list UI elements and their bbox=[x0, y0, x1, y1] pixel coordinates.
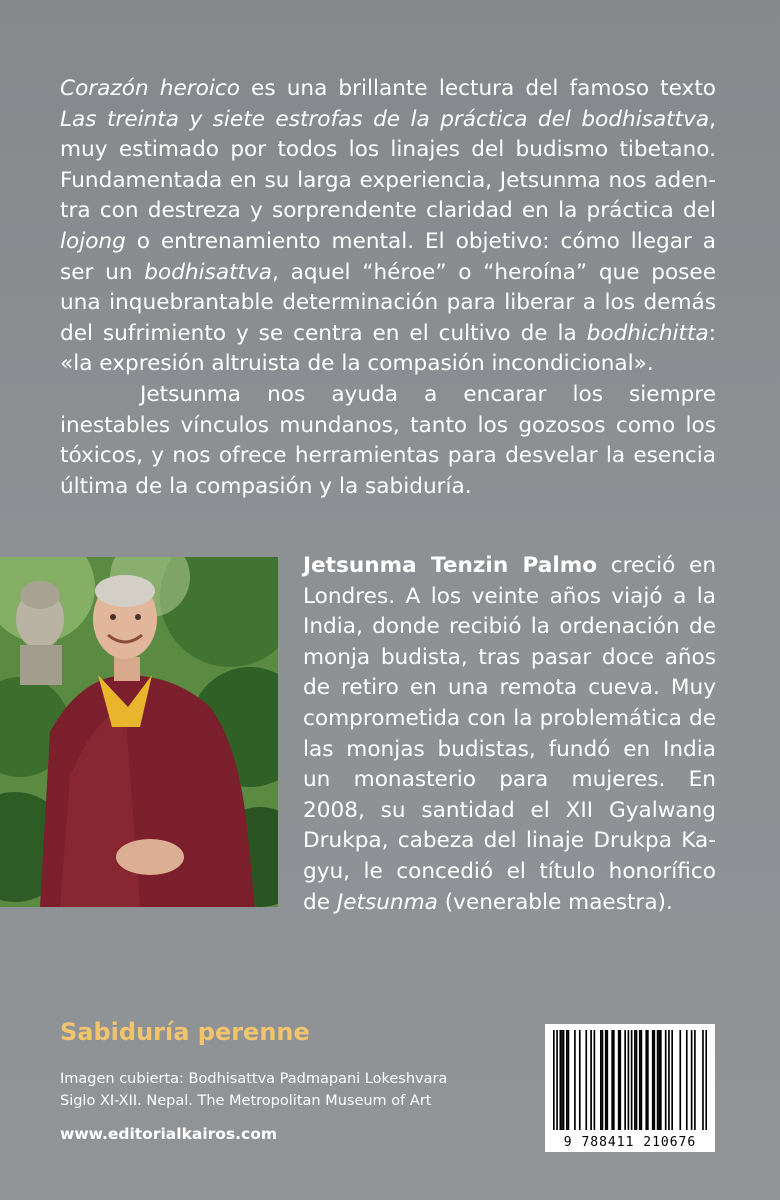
barcode-bar bbox=[613, 1030, 615, 1130]
barcode-bar bbox=[660, 1030, 662, 1130]
synopsis-run: , muy estimado por todos los linajes del budismo tibetano. Fundamentada en su larga experiencia, Jetsunma nos adentra con destreza y sorprendente claridad en la práctica del bbox=[60, 106, 716, 224]
barcode-bar bbox=[686, 1030, 688, 1130]
synopsis-run: bodhichitta bbox=[586, 320, 709, 346]
barcode-bar bbox=[574, 1030, 576, 1130]
biography-run: Jetsunma Tenzin Palmo bbox=[303, 553, 598, 578]
synopsis-run: , aquel “héroe” o “heroína” que posee una inquebrantable determinación para liberar a los demás del sufrimiento y se centra en el cultivo de la bbox=[60, 259, 717, 346]
barcode-bar bbox=[611, 1030, 613, 1130]
barcode-bar bbox=[553, 1030, 555, 1130]
barcode-bar bbox=[702, 1030, 704, 1130]
synopsis-run: : «la expresión altruista de la compasión incondicional». bbox=[60, 320, 716, 377]
barcode-bar bbox=[628, 1030, 630, 1130]
barcode-bar bbox=[665, 1030, 667, 1130]
barcode-bar bbox=[619, 1030, 621, 1130]
barcode-bar bbox=[624, 1030, 626, 1130]
barcode-bar bbox=[652, 1030, 654, 1130]
barcode-bar bbox=[606, 1030, 608, 1130]
biography-paragraph bbox=[303, 551, 716, 918]
barcode-bar bbox=[590, 1030, 592, 1130]
barcode-bar bbox=[658, 1030, 660, 1130]
synopsis-run: bodhisattva bbox=[144, 259, 273, 285]
author-biography bbox=[303, 551, 716, 918]
barcode-bar bbox=[594, 1030, 596, 1130]
barcode-bar bbox=[641, 1030, 643, 1130]
barcode-bar bbox=[647, 1030, 649, 1130]
biography-run: creció en Londres. A los veinte años viajó a la India, donde recibió la ordenación de monja budista, tras pasar doce años de retiro en una remota cueva. Muy comprometida con la problemática de las monjas budistas, fundó en India un monasterio para mujeres. En 2008, su santidad el XII Gyalwang Drukpa, cabeza del linaje Drukpa Kagyu, le concedió el título honorífico de bbox=[303, 553, 716, 915]
isbn-number: 9 788411 210676 bbox=[563, 1135, 697, 1150]
isbn-barcode bbox=[545, 1024, 715, 1152]
barcode-bar bbox=[657, 1030, 659, 1130]
credit-line-1: Imagen cubierta: Bodhisattva Padmapani Lokeshvara bbox=[60, 1071, 448, 1087]
barcode-bar bbox=[559, 1030, 561, 1130]
barcode-bar bbox=[563, 1030, 565, 1130]
barcode-bars bbox=[553, 1030, 707, 1130]
synopsis-run: Corazón heroico bbox=[60, 76, 240, 101]
barcode-bar bbox=[679, 1030, 681, 1130]
barcode-bar bbox=[602, 1030, 604, 1130]
barcode-bar bbox=[618, 1030, 620, 1130]
barcode-bar bbox=[639, 1030, 641, 1130]
barcode-bar bbox=[585, 1030, 587, 1130]
back-cover-synopsis bbox=[60, 74, 716, 502]
publisher-website: www.editorialkairos.com bbox=[60, 1125, 278, 1143]
barcode-bar bbox=[654, 1030, 656, 1130]
biography-run: (venerable maestra). bbox=[437, 889, 673, 915]
barcode-bar bbox=[705, 1030, 707, 1130]
barcode-bar bbox=[694, 1030, 696, 1130]
barcode-bar bbox=[631, 1030, 633, 1130]
collection-name: Sabiduría perenne bbox=[60, 1018, 310, 1046]
barcode-bar bbox=[605, 1030, 607, 1130]
barcode-bar bbox=[634, 1030, 636, 1130]
barcode-bar bbox=[691, 1030, 693, 1130]
synopsis-run: o entrenamiento mental. El objetivo: cómo llegar a ser un bbox=[60, 228, 716, 285]
barcode-bar bbox=[566, 1030, 568, 1130]
biography-run: Jetsunma bbox=[336, 889, 438, 915]
barcode-bar bbox=[561, 1030, 563, 1130]
author-photo bbox=[0, 557, 278, 907]
synopsis-paragraph-1 bbox=[60, 74, 716, 380]
barcode-bar bbox=[636, 1030, 638, 1130]
barcode-bar bbox=[668, 1030, 670, 1130]
cover-image-credit bbox=[60, 1068, 447, 1112]
barcode-bar bbox=[579, 1030, 581, 1130]
synopsis-paragraph-2: Jetsunma nos ayuda a encarar los siempre inestables vínculos mundanos, tanto los gozosos como los tóxicos, y nos ofrece herramientas para desvelar la esencia última de la compasión y la sabiduría. bbox=[60, 381, 716, 499]
barcode-bar bbox=[671, 1030, 673, 1130]
synopsis-run: Las treinta y siete estrofas de la práctica del bodhisattva bbox=[60, 106, 710, 132]
barcode-bar bbox=[645, 1030, 647, 1130]
synopsis-run: lojong bbox=[60, 228, 126, 254]
synopsis-run: es una brillante lectura del famoso texto bbox=[239, 76, 716, 101]
barcode-bar bbox=[600, 1030, 602, 1130]
barcode-bar bbox=[556, 1030, 558, 1130]
credit-line-2: Siglo XI-XII. Nepal. The Metropolitan Museum of Art bbox=[60, 1093, 432, 1109]
barcode-bar bbox=[568, 1030, 570, 1130]
